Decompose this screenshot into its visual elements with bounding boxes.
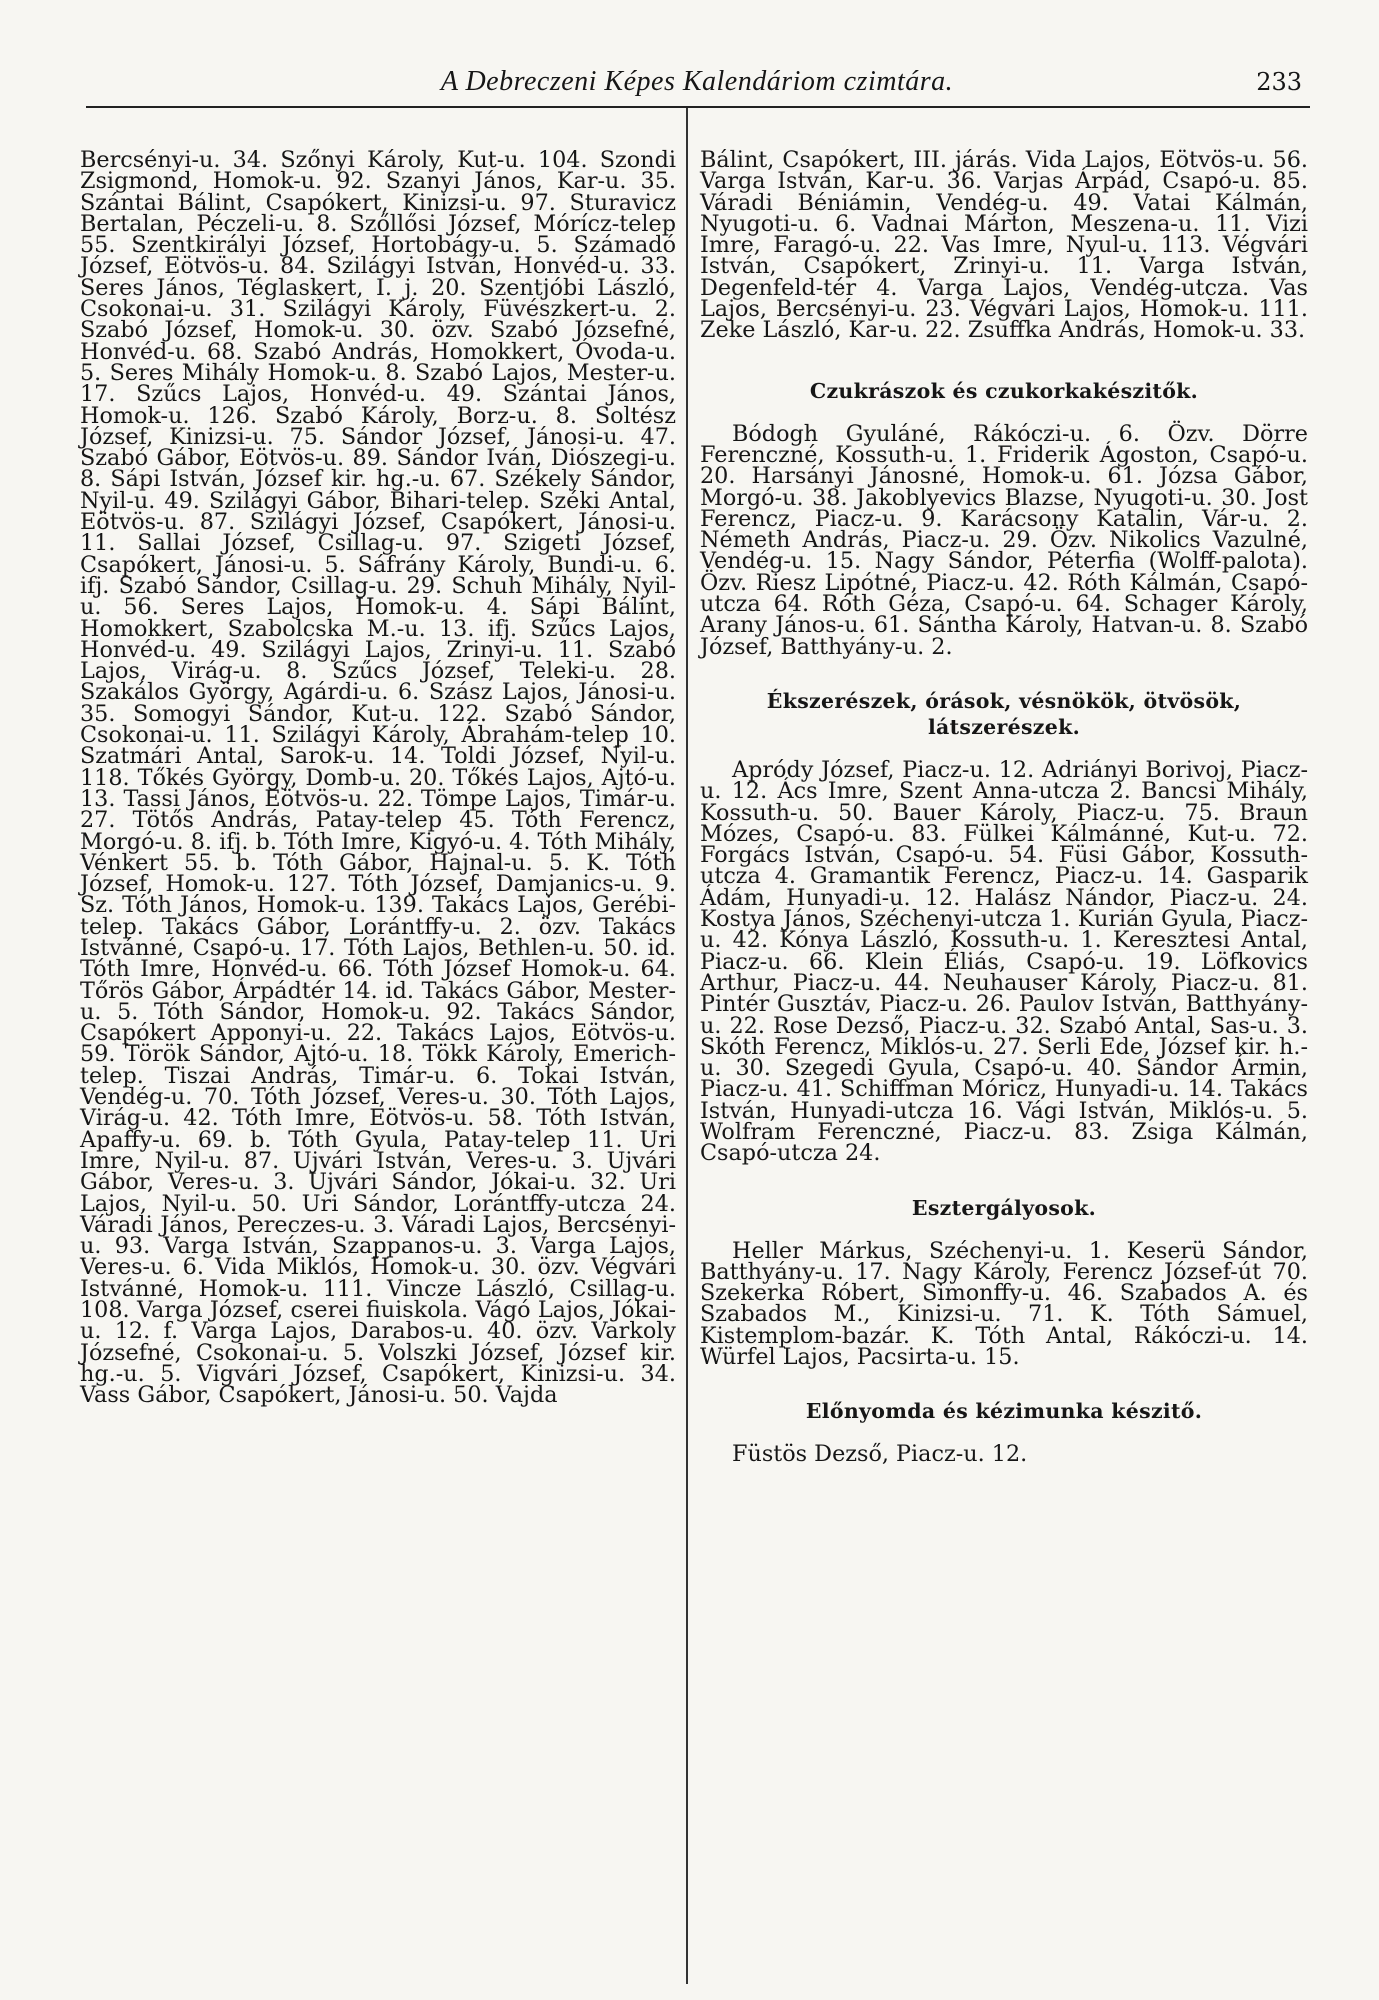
section-text-turners: Heller Márkus, Széchenyi-u. 1. Keserü Sándor, Batthyány-u. 17. Nagy Károly, Ferencz József-út 70. Szekerka Róbert, Simonffy-u. 46. Szabados A. és Szabados M., Kinizsi-u. 71. K. Tóth Sámuel, Kistemplom-bazár. K. Tóth Antal, Rákóczi-u. 14. Würfel Lajos, Pacsirta-u. 15. xyxy=(700,1237,1308,1371)
right-column xyxy=(700,147,1308,1468)
running-title: A Debreczeni Képes Kalendáriom czimtára. xyxy=(440,66,954,97)
column-divider xyxy=(686,108,688,1984)
section-text-jewellers: Apródy József, Piacz-u. 12. Adriányi Borivoj, Piacz-u. 12. Ács Imre, Szent Anna-utcza 2. Bancsi Mihály, Kossuth-u. 50. Bauer Károly, Piacz-u. 75. Braun Mózes, Csapó-u. 83. Fülkei Kálmánné, Kut-u. 72. Forgács István, Csapó-u. 54. Füsi Gábor, Kossuth-utcza 4. Gramantik Ferencz, Piacz-u. 14. Gasparik Ádám, Hunyadi-u. 12. Halász Nándor, Piacz-u. 24. Kostya János, Széchenyi-utcza 1. Kurián Gyula, Piacz-u. 42. Kónya László, Kossuth-u. 1. Keresztesi Antal, Piacz-u. 66. Klein Éliás, Csapó-u. 19. Löfkovics Arthur, Piacz-u. 44. Neuhauser Károly, Piacz-u. 81. Pintér Gusztáv, Piacz-u. 26. Paulov István, Batthyány-u. 22. Rose Dezső, Piacz-u. 32. Szabó Antal, Sas-u. 3. Skóth Ferencz, Miklós-u. 27. Serli Ede, József kir. h.-u. 30. Szegedi Gyula, Csapó-u. 40. Sándor Ármin, Piacz-u. 41. Schiffman Móricz, Hunyadi-u. 14. Takács István, Hunyadi-utcza 16. Vági István, Miklós-u. 5. Wolfram Ferenczné, Piacz-u. 83. Zsiga Kálmán, Csapó-utcza 24. xyxy=(700,756,1308,1167)
section-heading-needlework: Előnyomda és kézimunka készitő. xyxy=(805,1399,1203,1424)
right-column-intro: Bálint, Csapókert, III. járás. Vida Lajos, Eötvös-u. 56. Varga István, Kar-u. 36. Varjas Árpád, Csapó-u. 85. Váradi Béniámin, Vendég-u. 49. Vatai Kálmán, Nyugoti-u. 6. Vadnai Márton, Meszena-u. 11. Vizi Imre, Faragó-u. 22. Vas Imre, Nyul-u. 113. Végvári István, Csapókert, Zrinyi-u. 11. Varga István, Degenfeld-tér 4. Varga Lajos, Vendég-utcza. Vas Lajos, Bercsényi-u. 23. Végvári Lajos, Homok-u. 111. Zeke László, Kar-u. 22. Zsuffka András, Homok-u. 33. xyxy=(700,147,1308,344)
running-header xyxy=(86,66,1308,106)
section-heading-jewellers: Ékszerészek, órások, vésnökök, ötvösök, látszerészek. xyxy=(766,688,1242,739)
section-text-needlework: Füstös Dezső, Piacz-u. 12. xyxy=(732,1441,1028,1468)
header-rule xyxy=(86,106,1310,108)
section-text-confectioners: Bódogh Gyuláné, Rákóczi-u. 6. Özv. Dörre Ferenczné, Kossuth-u. 1. Friderik Ágoston, Csapó-u. 20. Harsányi Jánosné, Homok-u. 61. Józsa Gábor, Morgó-u. 38. Jakoblyevics Blazse, Nyugoti-u. 30. Jost Ferencz, Piacz-u. 9. Karácsony Katalin, Vár-u. 2. Németh András, Piacz-u. 29. Özv. Nikolics Vazulné, Vendég-u. 15. Nagy Sándor, Péterfia (Wolff-palota). Özv. Riesz Lipótné, Piacz-u. 42. Róth Kálmán, Csapó-utcza 64. Róth Géza, Csapó-u. 64. Schager Károly, Arany János-u. 61. Sántha Károly, Hatvan-u. 8. Szabó József, Batthyány-u. 2. xyxy=(700,420,1308,660)
left-column-text: Bercsényi-u. 34. Szőnyi Károly, Kut-u. 104. Szondi Zsigmond, Homok-u. 92. Szanyi János, Kar-u. 35. Szántai Bálint, Csapókert, Kinizsi-u. 97. Sturavicz Bertalan, Péczeli-u. 8. Szőllősi József, Mórícz-telep 55. Szentkirályi József, Hortobágy-u. 5. Számadó József, Eötvös-u. 84. Szilágyi István, Honvéd-u. 33. Seres János, Téglaskert, I. j. 20. Szentjóbi László, Csokonai-u. 31. Szilágyi Károly, Füvészkert-u. 2. Szabó József, Homok-u. 30. özv. Szabó Józsefné, Honvéd-u. 68. Szabó András, Homokkert, Óvoda-u. 5. Seres Mihály Homok-u. 8. Szabó Lajos, Mester-u. 17. Szűcs Lajos, Honvéd-u. 49. Szántai János, Homok-u. 126. Szabó Károly, Borz-u. 8. Soltész József, Kinizsi-u. 75. Sándor József, Jánosi-u. 47. Szabó Gábor, Eötvös-u. 89. Sándor Iván, Diószegi-u. 8. Sápi István, József kir. hg.-u. 67. Székely Sándor, Nyil-u. 49. Szilágyi Gábor, Bihari-telep. Széki Antal, Eötvös-u. 87. Szilágyi József, Csapókert, Jánosi-u. 11. Sallai József, Csillag-u. 97. Szigeti József, Csapókert, Jánosi-u. 5. Sáfrány Károly, Bundi-u. 6. ifj. Szabó Sándor, Csillag-u. 29. Schuh Mihály, Nyil-u. 56. Seres Lajos, Homok-u. 4. Sápi Bálint, Homokkert, Szabolcska M.-u. 13. ifj. Szűcs Lajos, Honvéd-u. 49. Szilágyi Lajos, Zrinyi-u. 11. Szabó Lajos, Virág-u. 8. Szűcs József, Teleki-u. 28. Szakálos György, Agárdi-u. 6. Szász Lajos, Jánosi-u. 35. Somogyi Sándor, Kut-u. 122. Szabó Sándor, Csokonai-u. 11. Szilágyi Károly, Ábrahám-telep 10. Szatmári Antal, Sarok-u. 14. Toldi József, Nyil-u. 118. Tőkés György, Domb-u. 20. Tőkés Lajos, Ajtó-u. 13. Tassi János, Eötvös-u. 22. Tömpe Lajos, Timár-u. 27. Tötős András, Patay-telep 45. Tóth Ferencz, Morgó-u. 8. ifj. b. Tóth Imre, Kigyó-u. 4. Tóth Mihály, Vénkert 55. b. Tóth Gábor, Hajnal-u. 5. K. Tóth József, Homok-u. 127. Tóth József, Damjanics-u. 9. Sz. Tóth János, Homok-u. 139. Takács Lajos, Gerébi-telep. Takács Gábor, Lorántffy-u. 2. özv. Takács Istvánné, Csapó-u. 17. Tóth Lajos, Bethlen-u. 50. id. Tóth Imre, Honvéd-u. 66. Tóth József Homok-u. 64. Tőrös Gábor, Árpádtér 14. id. Takács Gábor, Mester-u. 5. Tóth Sándor, Homok-u. 92. Takács Sándor, Csapókert Apponyi-u. 22. Takács Lajos, Eötvös-u. 59. Török Sándor, Ajtó-u. 18. Tökk Károly, Emerich-telep. Tiszai András, Timár-u. 6. Tokai István, Vendég-u. 70. Tóth József, Veres-u. 30. Tóth Lajos, Virág-u. 42. Tóth Imre, Eötvös-u. 58. Tóth István, Apaffy-u. 69. b. Tóth Gyula, Patay-telep 11. Uri Imre, Nyil-u. 87. Ujvári István, Veres-u. 3. Ujvári Gábor, Veres-u. 3. Ujvári Sándor, Jókai-u. 32. Uri Lajos, Nyil-u. 50. Uri Sándor, Lorántffy-utcza 24. Váradi János, Pereczes-u. 3. Váradi Lajos, Bercsényi-u. 93. Varga István, Szappanos-u. 3. Varga Lajos, Veres-u. 6. Vida Miklós, Homok-u. 30. özv. Végvári Istvánné, Homok-u. 111. Vincze László, Csillag-u. 108. Varga József, cserei fiuiskola. Vágó Lajos, Jókai-u. 12. f. Varga Lajos, Darabos-u. 40. özv. Varkoly Józsefné, Csokonai-u. 5. Volszki József, József kir. hg.-u. 5. Vigvári József, Csapókert, Kinizsi-u. 34. Vass Gábor, Csapókert, Jánosi-u. 50. Vajda xyxy=(80,147,676,1409)
section-heading-confectioners: Czukrászok és czukorkakészitők. xyxy=(809,378,1199,403)
left-column xyxy=(80,147,676,1409)
section-heading-turners: Esztergályosok. xyxy=(911,1195,1097,1220)
page-number: 233 xyxy=(1256,68,1302,96)
